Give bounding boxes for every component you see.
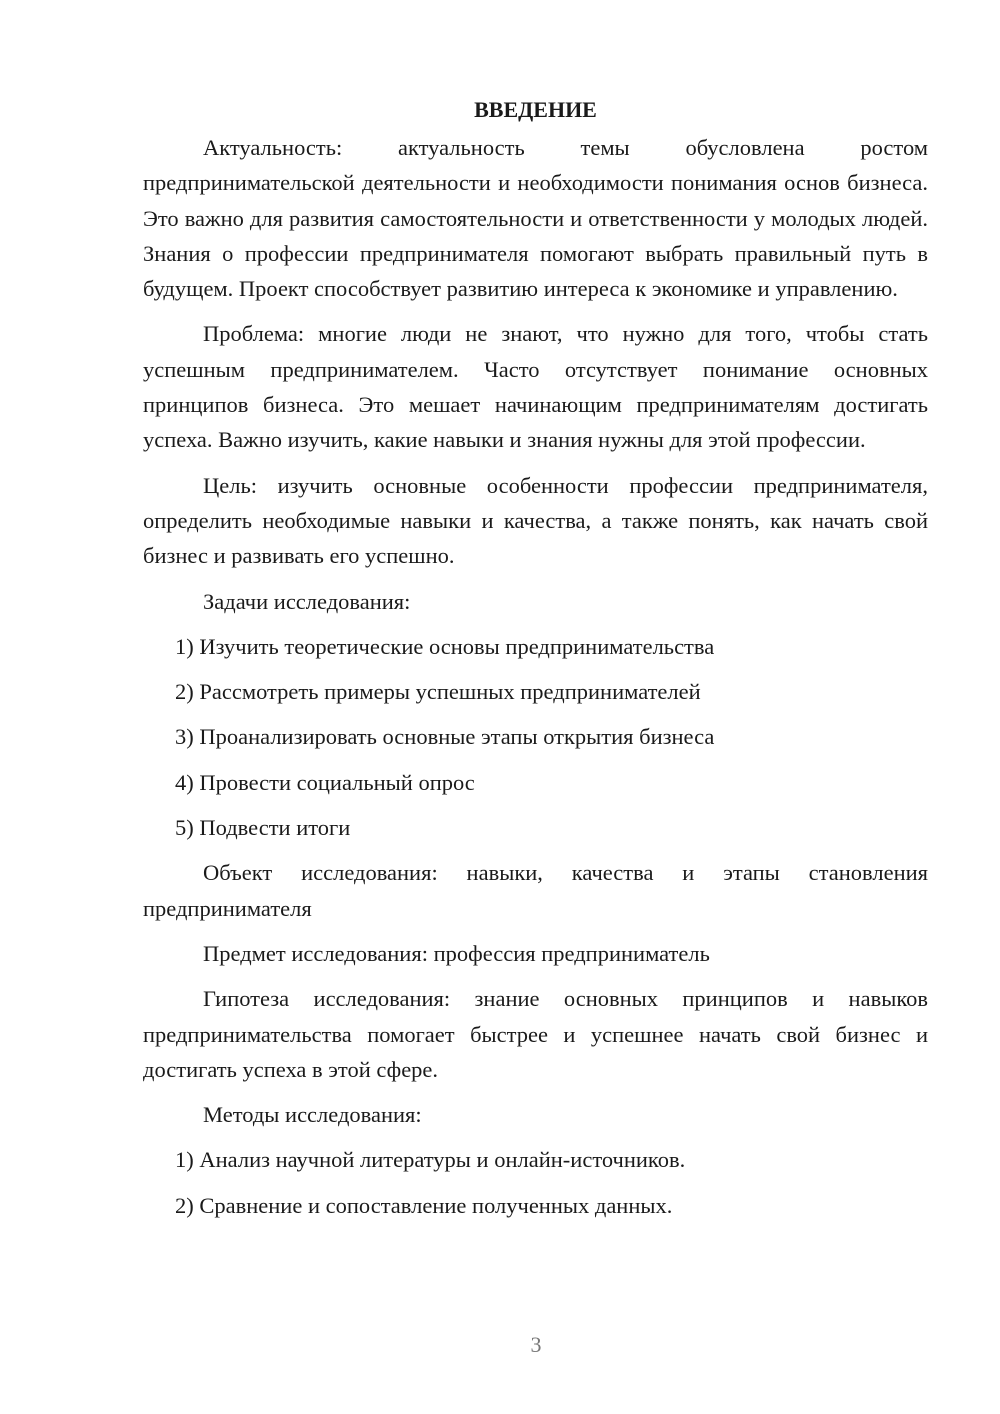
tasks-heading: Задачи исследования:	[203, 588, 411, 614]
list-item: 1) Изучить теоретические основы предпринимательства	[175, 633, 715, 659]
list-item: 1) Анализ научной литературы и онлайн-источников.	[175, 1147, 686, 1173]
tasks-list	[143, 629, 928, 845]
list-item: 4) Провести социальный опрос	[175, 769, 475, 795]
list-item: 2) Рассмотреть примеры успешных предпринимателей	[175, 679, 701, 705]
problem-paragraph: Проблема: многие люди не знают, что нужно для того, чтобы стать успешным предпринимателем. Часто отсутствует понимание основных принципов бизнеса. Это мешает начинающим предпринимателям достигать успеха. Важно изучить, какие навыки и знания нужны для этой профессии.	[143, 321, 928, 453]
relevance-paragraph: Актуальность: актуальность темы обусловлена ростом предпринимательской деятельности и необходимости понимания основ бизнеса. Это важно для развития самостоятельности и ответственности у молодых людей. Знания о профессии предпринимателя помогают выбрать правильный путь в будущем. Проект способствует развитию интереса к экономике и управлению.	[143, 135, 928, 302]
page-title: ВВЕДЕНИЕ	[474, 97, 597, 122]
goal-paragraph: Цель: изучить основные особенности профессии предпринимателя, определить необходимые навыки и качества, а также понять, как начать свой бизнес и развивать его успешно.	[143, 472, 928, 569]
subject-paragraph: Предмет исследования: профессия предприниматель	[203, 940, 710, 966]
hypothesis-paragraph: Гипотеза исследования: знание основных принципов и навыков предпринимательства помогает быстрее и успешнее начать свой бизнес и достигать успеха в этой сфере.	[143, 986, 928, 1082]
document-page	[143, 92, 928, 1233]
list-item: 5) Подвести итоги	[175, 815, 351, 841]
methods-heading: Методы исследования:	[203, 1102, 422, 1128]
list-item: 3) Проанализировать основные этапы открытия бизнеса	[175, 724, 715, 750]
page-number: 3	[530, 1332, 542, 1357]
methods-list	[143, 1142, 928, 1223]
list-item: 2) Сравнение и сопоставление полученных данных.	[175, 1192, 673, 1218]
object-paragraph: Объект исследования: навыки, качества и этапы становления предпринимателя	[143, 860, 928, 921]
